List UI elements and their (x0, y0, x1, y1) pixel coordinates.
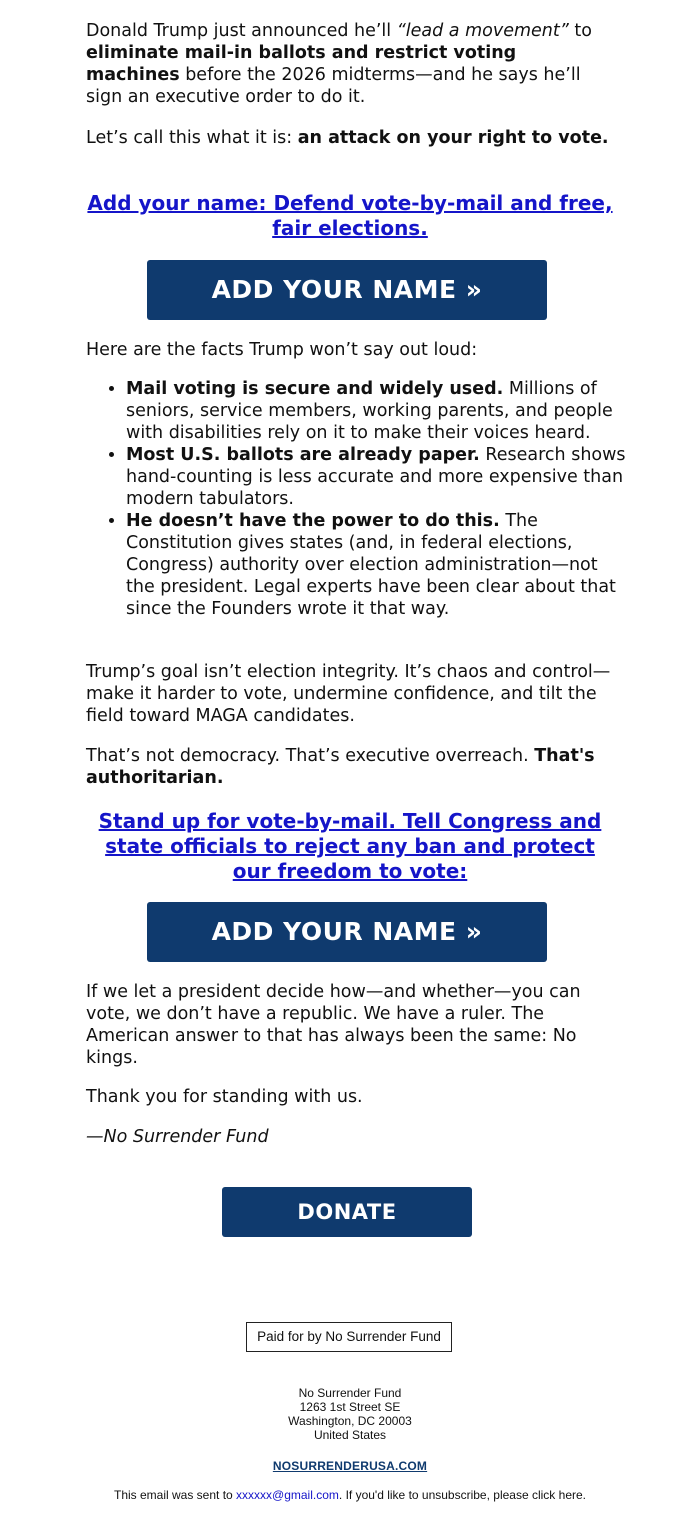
petition-link-2-wrap (86, 809, 614, 884)
president-paragraph (86, 981, 614, 1069)
president-text: If we let a president decide how—and whether—you can vote, we don’t have a republic. We have a ruler. The American answer to that has always been the same: No kings. (86, 982, 581, 1068)
intro-text: Donald Trump just announced he’ll (86, 21, 397, 41)
paid-for-disclaimer: Paid for by No Surrender Fund (246, 1322, 452, 1352)
unsubscribe-text[interactable]: . If you'd like to unsubscribe, please click here. (338, 1488, 586, 1502)
petition-link-1-wrap (86, 191, 614, 241)
thanks-paragraph (86, 1086, 614, 1108)
attack-paragraph (86, 127, 614, 149)
sent-prefix: This email was sent to (113, 1488, 237, 1502)
address-line: Washington, DC 20003 (288, 1414, 412, 1428)
intro-paragraph (86, 20, 614, 108)
petition-link-2[interactable]: Stand up for vote-by-mail. Tell Congress and state officials to reject any ban and protect our freedom to vote: (98, 809, 602, 883)
address-line: United States (313, 1428, 387, 1442)
intro-text-2: to (568, 21, 592, 41)
intro-text-3: before the 2026 midterms—and he says he’ll sign an executive order to do it. (86, 65, 581, 107)
fact-text: Millions of seniors, service members, working parents, and people with disabilities rely on it to make their voices heard. (126, 379, 613, 443)
list-item (126, 444, 626, 510)
intro-quote: “lead a movement” (396, 21, 569, 41)
footer-site (0, 1457, 700, 1475)
recipient-email-link[interactable]: xxxxxx@gmail.com (236, 1488, 339, 1502)
signature-text: —No Surrender Fund (86, 1127, 269, 1147)
website-link[interactable]: NOSURRENDERUSA.COM (272, 1459, 428, 1473)
attack-text: Let’s call this what it is: (86, 128, 298, 148)
facts-intro-text: Here are the facts Trump won’t say out loud: (86, 340, 478, 360)
fact-text: The Constitution gives states (and, in federal elections, Congress) authority over election administration—not the president. Legal experts have been clear about that since the Founders wrote it that way. (126, 511, 616, 619)
democracy-text: That’s not democracy. That’s executive overreach. (86, 746, 535, 766)
fact-heading: He doesn’t have the power to do this. (126, 511, 500, 531)
add-your-name-button-1[interactable]: ADD YOUR NAME » (147, 260, 547, 320)
fact-text: Research shows hand-counting is less accurate and more expensive than modern tabulators. (126, 445, 626, 509)
add-your-name-button-2[interactable]: ADD YOUR NAME » (147, 902, 547, 962)
fact-heading: Most U.S. ballots are already paper. (126, 445, 480, 465)
intro-emphasis: eliminate mail-in ballots and restrict voting machines (86, 43, 517, 85)
petition-link-1[interactable]: Add your name: Defend vote-by-mail and free, fair elections. (87, 191, 613, 240)
list-item (126, 510, 626, 620)
fact-heading: Mail voting is secure and widely used. (126, 379, 504, 399)
attack-emphasis: an attack on your right to vote. (297, 128, 609, 148)
donate-button[interactable]: DONATE (222, 1187, 472, 1237)
facts-intro (86, 339, 614, 361)
address-line: 1263 1st Street SE (299, 1400, 401, 1414)
goal-paragraph (86, 661, 614, 727)
democracy-emphasis: That's authoritarian. (86, 746, 595, 788)
footer-sent-notice (0, 1488, 700, 1502)
goal-text: Trump’s goal isn’t election integrity. It’s chaos and control—make it harder to vote, undermine confidence, and tilt the field toward MAGA candidates. (86, 662, 611, 726)
democracy-paragraph (86, 745, 614, 789)
facts-list (86, 378, 626, 620)
signature (86, 1126, 614, 1148)
address-line: No Surrender Fund (298, 1386, 402, 1400)
list-item (126, 378, 626, 444)
thanks-text: Thank you for standing with us. (86, 1087, 363, 1107)
footer-address (0, 1386, 700, 1442)
